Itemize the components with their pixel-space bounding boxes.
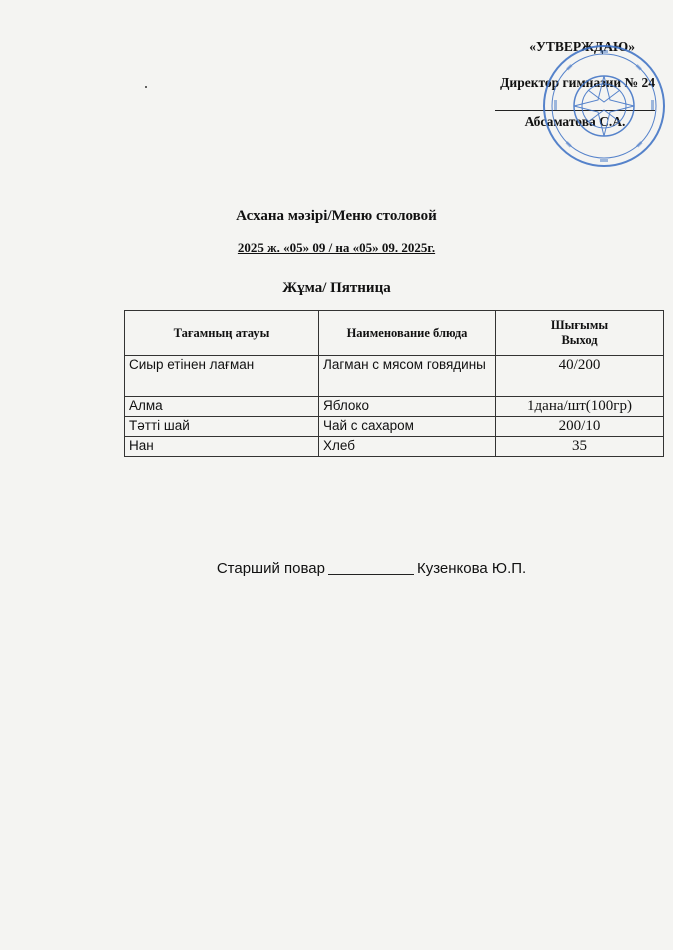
- table-row: [125, 397, 664, 417]
- director-title: Директор гимназии № 24: [500, 75, 655, 90]
- dish-kazakh: Нан: [125, 437, 319, 457]
- dish-yield: 1дана/шт(100гр): [496, 397, 664, 417]
- table-row: [125, 356, 664, 397]
- table-header-row: [125, 311, 664, 356]
- dish-russian: Лагман с мясом говядины: [319, 356, 496, 397]
- signature-line: [0, 560, 673, 577]
- director-name: Абсаматова С.А.: [495, 110, 655, 131]
- signature-blank: [328, 574, 414, 575]
- speck: [145, 86, 147, 88]
- dish-yield: 200/10: [496, 417, 664, 437]
- menu-date: 2025 ж. «05» 09 / на «05» 09. 2025г.: [237, 240, 436, 255]
- menu-table: [124, 310, 664, 457]
- dish-kazakh: Сиыр етінен лағман: [125, 356, 319, 397]
- official-stamp-icon: [540, 42, 668, 170]
- signature-role: Старший повар: [216, 560, 325, 577]
- table-row: [125, 437, 664, 457]
- dish-russian: Яблоко: [319, 397, 496, 417]
- header-yield: Шығымы Выход: [496, 311, 664, 356]
- dish-kazakh: Тәтті шай: [125, 417, 319, 437]
- approval-heading: «УТВЕРЖДАЮ»: [529, 39, 635, 54]
- dish-russian: Хлеб: [319, 437, 496, 457]
- menu-title: Асхана мәзірі/Меню столовой: [236, 208, 437, 224]
- dish-yield: 35: [496, 437, 664, 457]
- menu-day: Жұма/ Пятница: [282, 280, 391, 296]
- dish-kazakh: Алма: [125, 397, 319, 417]
- table-row: [125, 417, 664, 437]
- dish-russian: Чай с сахаром: [319, 417, 496, 437]
- dish-yield: 40/200: [496, 356, 664, 397]
- signature-name: Кузенкова Ю.П.: [416, 560, 527, 577]
- header-russian-name: Наименование блюда: [319, 311, 496, 356]
- header-kazakh-name: Тағамның атауы: [125, 311, 319, 356]
